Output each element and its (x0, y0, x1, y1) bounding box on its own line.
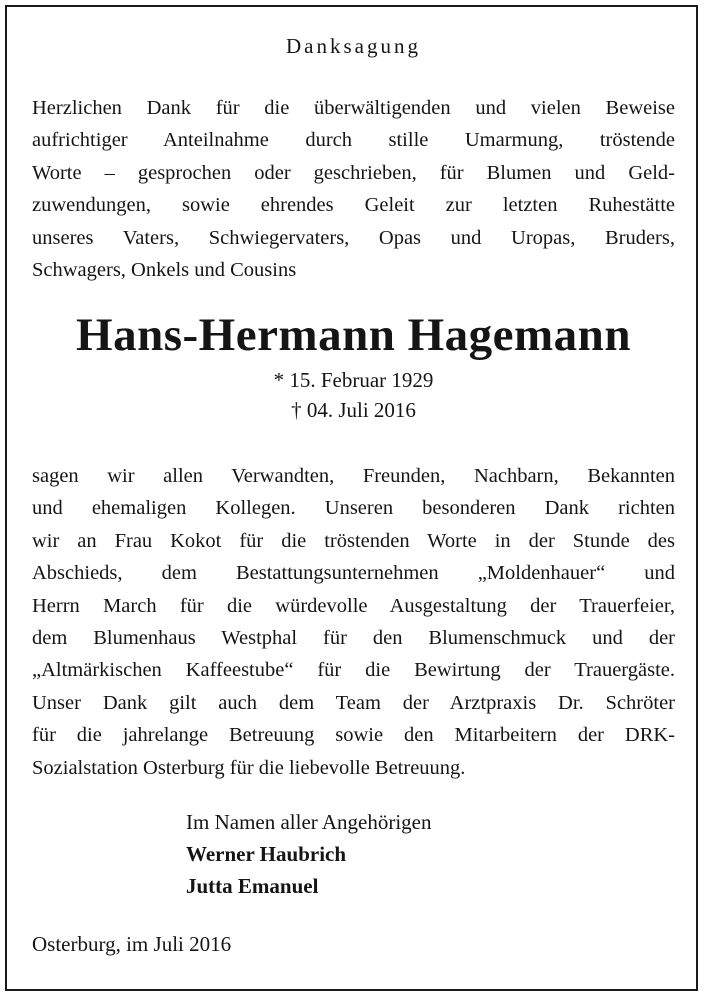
thanks-line: und ehemaligen Kollegen. Unseren besonderen Dank richten (32, 497, 675, 520)
birth-date: * 15. Februar 1929 (273, 368, 434, 392)
thanks-line: Unser Dank gilt auch dem Team der Arztpraxis Dr. Schröter (32, 691, 675, 714)
place-date: Osterburg, im Juli 2016 (32, 932, 232, 956)
intro-paragraph (32, 92, 675, 286)
thanks-line: Sozialstation Osterburg für die liebevolle Betreuung. (32, 756, 466, 779)
intro-line: Worte – gesprochen oder geschrieben, für Blumen und Geld- (32, 161, 675, 184)
intro-line: Schwagers, Onkels und Cousins (32, 259, 297, 282)
thanks-line: „Altmärkischen Kaffeestube“ für die Bewirtung der Trauergäste. (32, 659, 675, 682)
thanks-line: sagen wir allen Verwandten, Freunden, Nachbarn, Bekannten (32, 465, 675, 487)
signature-name: Werner Haubrich (186, 842, 347, 866)
deceased-name: Hans-Hermann Hagemann (76, 309, 631, 361)
signature-intro: Im Namen aller Angehörigen (186, 810, 432, 834)
intro-line: Herzlichen Dank für die überwältigenden und vielen Beweise (32, 97, 675, 119)
thanks-line: Herrn March für die würdevolle Ausgestaltung der Trauerfeier, (32, 594, 675, 617)
intro-line: unseres Vaters, Schwiegervaters, Opas und Uropas, Bruders, (32, 226, 675, 249)
thanks-line: wir an Frau Kokot für die tröstenden Worte in der Stunde des (32, 529, 675, 552)
thanks-line: Abschieds, dem Bestattungsunternehmen „Moldenhauer“ und (32, 562, 675, 585)
death-date: † 04. Juli 2016 (291, 398, 416, 422)
notice-heading: Danksagung (286, 34, 421, 58)
thanks-paragraph (32, 460, 675, 784)
thanks-line: für die jahrelange Betreuung sowie den Mitarbeitern der DRK- (32, 724, 675, 747)
intro-line: zuwendungen, sowie ehrendes Geleit zur letzten Ruhestätte (32, 194, 675, 217)
intro-line: aufrichtiger Anteilnahme durch stille Umarmung, tröstende (32, 129, 675, 152)
signature-name: Jutta Emanuel (186, 874, 319, 898)
thanks-line: dem Blumenhaus Westphal für den Blumenschmuck und der (32, 627, 675, 650)
